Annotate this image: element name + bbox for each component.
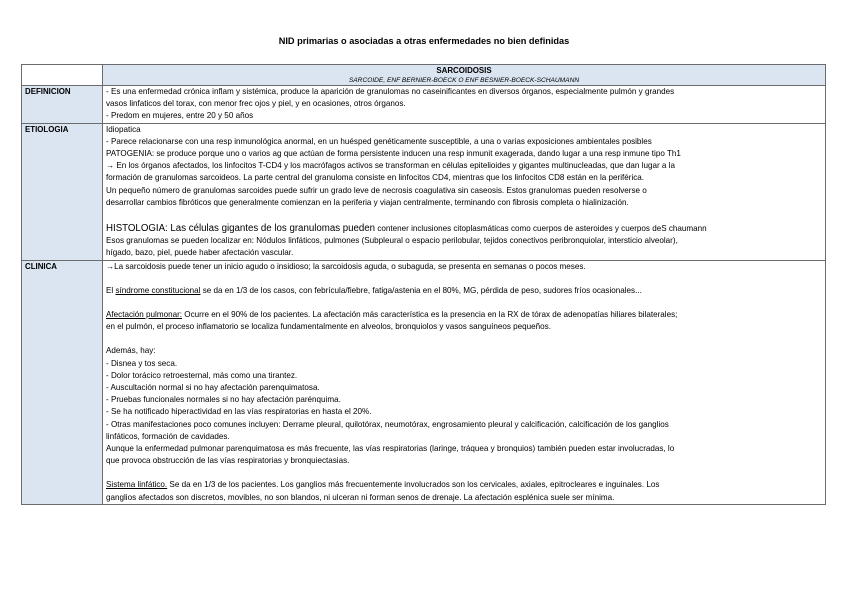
text-line: en el pulmón, el proceso inflamatorio se localiza fundamentalmente en alveolos, bronquiolos y vasos sanguíneos pequeños.: [106, 322, 551, 332]
etiologia-row: [22, 123, 826, 260]
text-run: Ocurre en el 90% de los pacientes. La afectación más característica es la presencia en la RX de tórax de adenopatías hiliares bilaterales;: [182, 310, 678, 320]
spacer: [106, 273, 822, 285]
text-line: vasos linfaticos del torax, con menor frec ojos y piel, y en ocasiones, otros órganos.: [106, 99, 406, 109]
etiologia-label: ETIOLOGIA: [22, 123, 103, 260]
text-line: Idiopatica: [106, 124, 141, 134]
clinica-content: [103, 260, 826, 504]
text-line: →La sarcoidosis puede tener un inicio agudo o insidioso; la sarcoidosis aguda, o subaguda, se presenta en semanas o pocos meses.: [106, 261, 586, 271]
text-line: ganglios afectados son discretos, movibles, no son blandos, ni ulceran ni forman senos de drenaje. La afectación esplénica suele ser mínima.: [106, 492, 615, 502]
sistema-linfatico-heading: Sistema linfático.: [106, 480, 168, 490]
clinica-row: [22, 260, 826, 504]
histologia-line: [106, 222, 822, 235]
spacer: [106, 467, 822, 479]
etiologia-content: [103, 123, 826, 260]
sindrome-constitucional-line: [106, 285, 822, 297]
text-line: que provoca obstrucción de las vías respiratorias y bronquiectasias.: [106, 456, 350, 466]
spacer: [106, 333, 822, 345]
text-line: - Auscultación normal si no hay afectación parenquimatosa.: [106, 383, 320, 393]
definicion-content: [103, 86, 826, 124]
spacer: [106, 209, 822, 222]
histologia-heading: HISTOLOGIA: Las células gigantes de los granulomas pueden: [106, 223, 376, 235]
afectacion-pulmonar-line: [106, 309, 822, 321]
header-empty-cell: [22, 65, 103, 86]
afectacion-pulmonar-heading: Afectación pulmonar:: [106, 310, 183, 320]
header-title: SARCOIDOSIS: [436, 66, 492, 75]
definicion-label: DEFINICION: [22, 86, 103, 124]
sarcoidosis-table: [21, 64, 826, 505]
text-line: PATOGENIA: se produce porque uno o varios ag que actúan de forma persistente inducen una resp inmunit exagerada, dando lugar a una resp inmune tipo Th1: [106, 149, 681, 159]
text-line: → En los órganos afectados, los linfocitos T-CD4 y los macrófagos activos se transforman en células epitelioides y gigantes multinucleadas, que dan lugar a la: [106, 161, 675, 171]
text-line: - Predom en mujeres, entre 20 y 50 años: [106, 111, 254, 121]
text-line: hígado, bazo, piel, puede haber afectación vascular.: [106, 248, 294, 258]
text-line: Esos granulomas se pueden localizar en: Nódulos linfáticos, pulmones (Subpleural o espacio perilobular, tejidos conectivos peribronquiolar, intersticio alveolar),: [106, 236, 678, 246]
text-line: desarrollar cambios fibróticos que generalmente comienzan en la periferia y viajan centralmente, terminando con fibrosis completa o hialinización.: [106, 197, 629, 207]
text-line: Además, hay:: [106, 346, 156, 356]
text-line: - Se ha notificado hiperactividad en las vías respiratorias en hasta el 20%.: [106, 407, 372, 417]
text-line: - Otras manifestaciones poco comunes incluyen: Derrame pleural, quilotórax, neumotórax, engrosamiento pleural y calcificación, calcificación de los ganglios: [106, 419, 669, 429]
histologia-text: contener inclusiones citoplasmáticas como cuerpos de asteroides y cuerpos deS chaumann: [375, 224, 707, 234]
definicion-row: [22, 86, 826, 124]
sistema-linfatico-line: [106, 479, 822, 491]
table-header-row: [22, 65, 826, 86]
text-line: - Parece relacionarse con una resp inmunológica anormal, en un huésped genéticamente susceptible, a una o varias exposiciones ambientales posibles: [106, 136, 652, 146]
text-line: - Es una enfermedad crónica inflam y sistémica, produce la aparición de granulomas no caseinificantes en diversos órganos, especialmente pulmón y grandes: [106, 87, 675, 96]
text-line: linfáticos, formación de cavidades.: [106, 431, 230, 441]
spacer: [106, 297, 822, 309]
text-run: El: [106, 285, 116, 295]
text-line: - Pruebas funcionales normales si no hay afectación parénquima.: [106, 395, 341, 405]
text-line: formación de granulomas sarcoideos. La parte central del granuloma consiste en linfocitos CD4, mientras que los linfocitos CD8 están en la periférica.: [106, 173, 645, 183]
text-run: Se da en 1/3 de los pacientes. Los ganglios más frecuentemente involucrados son los cervicales, axiales, epitrocleares e inguinales. Los: [167, 480, 660, 490]
text-run: se da en 1/3 de los casos, con febrícula/fiebre, fatiga/astenia en el 80%, MG, pérdida de peso, sudores fríos ocasionales...: [200, 285, 642, 295]
header-subtitle: SARCOIDE, ENF BERNIER-BOECK O ENF BESNIER-BOECK-SCHAUMANN: [348, 77, 580, 84]
text-line: Un pequeño número de granulomas sarcoides puede sufrir un grado leve de necrosis coagulativa sin caseosis. Estos granulomas pueden resolverse o: [106, 185, 647, 195]
text-line: - Disnea y tos seca.: [106, 358, 178, 368]
text-line: - Dolor torácico retroesternal, más como una tirantez.: [106, 370, 298, 380]
clinica-label: CLINICA: [22, 260, 103, 504]
text-line: Aunque la enfermedad pulmonar parenquimatosa es más frecuente, las vías respiratorias (laringe, tráquea y bronquios) también pueden estar involucradas, lo: [106, 444, 675, 454]
header-cell: [103, 65, 826, 86]
page-title: NID primarias o asociadas a otras enfermedades no bien definidas: [278, 36, 570, 46]
sindrome-constitucional-heading: síndrome constitucional: [115, 285, 201, 295]
